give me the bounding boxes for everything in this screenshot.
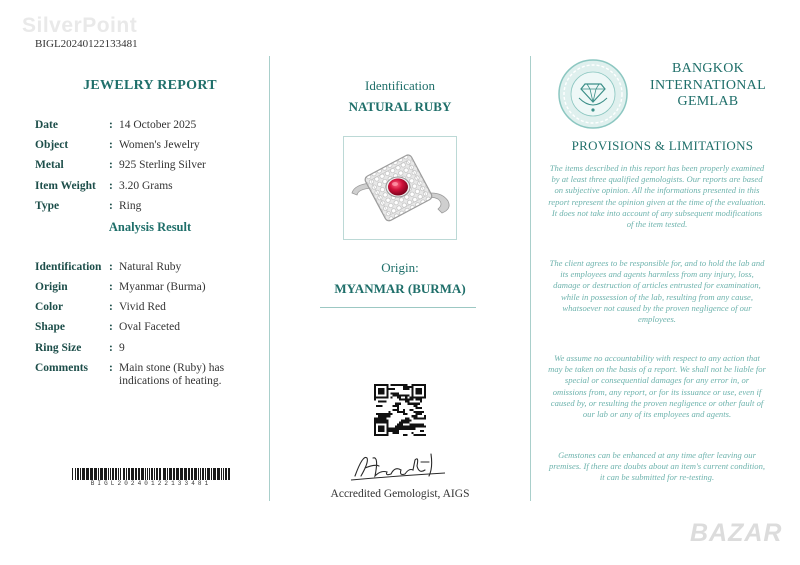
- silverpoint-watermark: SilverPoint: [22, 14, 138, 37]
- detail-value-object: Women's Jewelry: [119, 139, 200, 151]
- colon: :: [109, 261, 113, 273]
- analysis-label-identification: Identification: [35, 261, 102, 273]
- colon: :: [109, 159, 113, 171]
- lab-name-line-2: INTERNATIONAL: [650, 77, 766, 93]
- analysis-label-comments: Comments: [35, 362, 89, 374]
- gemologist-credit: Accredited Gemologist, AIGS: [330, 488, 470, 500]
- origin-label: Origin:: [381, 260, 419, 275]
- detail-label-object: Object: [35, 139, 69, 151]
- analysis-label-shape: Shape: [35, 321, 66, 333]
- lab-name: [643, 61, 773, 111]
- provisions-paragraph-1: The items described in this report has been properly examined by at least three qualified gemologists. Our reports are based on subjective opinion. All the informations presented in this report represent the opinion given at the time of the evaluation. It does not take into account of any subsequent modifications of the item tested.: [548, 163, 766, 230]
- barcode: [72, 468, 230, 480]
- detail-label-date: Date: [35, 119, 58, 131]
- provisions-paragraph-3: We assume no accountability with respect to any action that may be taken on the basis of a report. We shall not be liable for special or consequential damages for any error in, or omissions from, any report, or for its issuance or use, even if caused by, or resulting the proven negligence or other fault of our lab or any of its employees and agents.: [548, 353, 766, 420]
- ring-photo: [343, 136, 457, 240]
- bazar-watermark: BAZAR: [690, 519, 783, 547]
- colon: :: [109, 321, 113, 333]
- report-title: JEWELRY REPORT: [83, 78, 217, 93]
- identification-value: NATURAL RUBY: [348, 99, 452, 114]
- analysis-value-origin: Myanmar (Burma): [119, 281, 206, 293]
- analysis-value-comments: Main stone (Ruby) has indications of heating.: [119, 362, 225, 387]
- column-divider-left: [269, 56, 270, 501]
- analysis-label-color: Color: [35, 301, 64, 313]
- origin-value: MYANMAR (BURMA): [334, 281, 466, 296]
- analysis-value-identification: Natural Ruby: [119, 261, 182, 273]
- detail-value-metal: 925 Sterling Silver: [119, 159, 206, 171]
- lab-name-line-3: GEMLAB: [677, 94, 739, 109]
- certificate-number: BIGL20240122133481: [35, 38, 138, 50]
- colon: :: [109, 281, 113, 293]
- detail-value-type: Ring: [119, 200, 142, 212]
- detail-label-metal: Metal: [35, 159, 64, 171]
- colon: :: [109, 180, 113, 192]
- analysis-label-ring-size: Ring Size: [35, 342, 82, 354]
- colon: :: [109, 362, 113, 374]
- colon: :: [109, 342, 113, 354]
- colon: :: [109, 301, 113, 313]
- signature: [345, 446, 450, 486]
- analysis-result-title: Analysis Result: [108, 220, 192, 234]
- origin-underline: [320, 307, 476, 308]
- gem-seal-logo-icon: [557, 58, 629, 130]
- lab-name-line-1: BANGKOK: [671, 61, 745, 76]
- colon: :: [109, 200, 113, 212]
- detail-label-type: Type: [35, 200, 60, 212]
- provisions-paragraph-4: Gemstones can be enhanced at any time after leaving our premises. If there are doubts about an item's current condition, it can be submitted for re-testing.: [548, 450, 766, 483]
- colon: :: [109, 119, 113, 131]
- column-divider-right: [530, 56, 531, 501]
- analysis-label-origin: Origin: [35, 281, 68, 293]
- identification-label: Identification: [364, 78, 436, 93]
- barcode-text: BIGL20240122133481: [90, 480, 212, 487]
- analysis-value-shape: Oval Faceted: [119, 321, 180, 333]
- analysis-value-color: Vivid Red: [119, 301, 166, 313]
- detail-label-weight: Item Weight: [35, 180, 96, 192]
- analysis-value-ring-size: 9: [119, 342, 125, 354]
- detail-value-date: 14 October 2025: [119, 119, 197, 131]
- qr-code-icon: [374, 384, 426, 436]
- provisions-paragraph-2: The client agrees to be responsible for, and to hold the lab and its employees and agents harmless from any injury, loss, damage or destruction of articles entrusted for examination, while in possession of the lab, resulting from any cause, whatsoever not caused by the proven negligence of our employees.: [549, 258, 765, 325]
- provisions-title: PROVISIONS & LIMITATIONS: [571, 138, 754, 153]
- detail-value-weight: 3.20 Grams: [119, 180, 173, 192]
- ruby-ring-image: [344, 137, 456, 239]
- colon: :: [109, 139, 113, 151]
